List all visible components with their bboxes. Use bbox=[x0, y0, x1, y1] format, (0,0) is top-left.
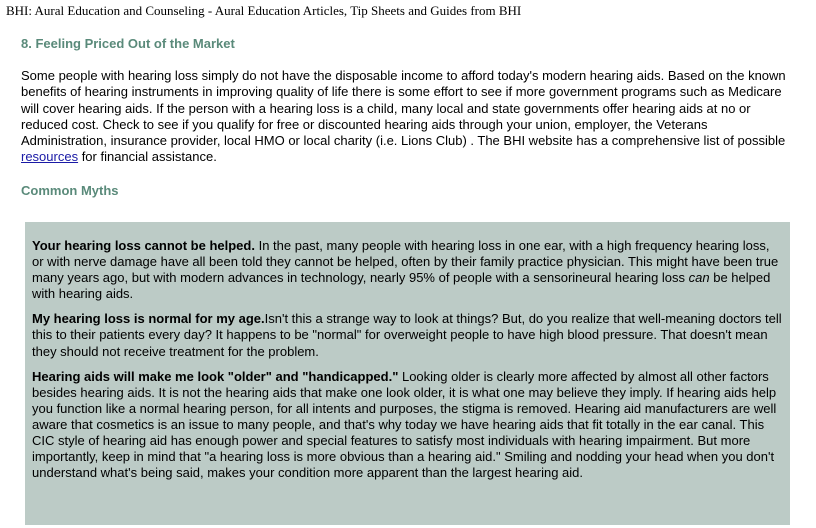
body-text-end: for financial assistance. bbox=[78, 149, 217, 165]
section-heading-common-myths: Common Myths bbox=[21, 183, 119, 198]
myth-lead: Your hearing loss cannot be helped. bbox=[32, 238, 255, 253]
section-heading-priced-out: 8. Feeling Priced Out of the Market bbox=[21, 36, 235, 51]
myth-text: Isn't this a strange way to look at things? But, do you realize that well-meaning doctors tell this to their patients every day? It happens to be "normal" for overweight people to have high blood pressure. That doesn't mean they should not receive treatment for the problem. bbox=[32, 311, 782, 359]
myth-text-end: be helped with hearing aids. bbox=[32, 270, 771, 302]
myth-item bbox=[32, 238, 784, 302]
myth-text: Looking older is clearly more affected by almost all other factors besides hearing aids. It is not the hearing aids that make one look older, it is what one may believe they imply. If hearing aids help you function like a normal hearing person, for all intents and purposes, the stigma is removed. Hearing aid manufacturers are well aware that cosmetics is an issue to many people, and that's why today we have hearing aids that fit totally in the ear canal. This CIC style of hearing aid has enough power and special features to satisfy most individuals with hearing impairment. But more importantly, keep in mind that "a hearing loss is more obvious than a hearing aid." Smiling and nodding your head when you don't understand what's being said, makes your condition more apparent than the largest hearing aid. bbox=[32, 368, 777, 481]
myth-item bbox=[32, 311, 784, 359]
page-header-title: BHI: Aural Education and Counseling - Aural Education Articles, Tip Sheets and Guides from BHI bbox=[6, 3, 522, 18]
myth-lead: My hearing loss is normal for my age. bbox=[32, 311, 265, 327]
resources-link[interactable]: resources bbox=[21, 149, 79, 165]
myth-emphasis: can bbox=[688, 270, 710, 286]
myth-lead: Hearing aids will make me look "older" and "handicapped." bbox=[32, 368, 399, 384]
body-text: Some people with hearing loss simply do not have the disposable income to afford today's modern hearing aids. Based on the known benefits of hearing instruments in improving quality of life there is some effort to see if more government programs such as Medicare will cover hearing aids. If the person with a hearing loss is a child, many local and state governments offer hearing aids at no or reduced cost. Check to see if you qualify for free or discounted hearing aids through your union, employer, the Veterans Administration, insurance provider, local HMO or local charity (i.e. Lions Club) . The BHI website has a comprehensive list of possible bbox=[21, 68, 786, 149]
myth-text: In the past, many people with hearing loss in one ear, with a high frequency hearing loss, or with nerve damage have all been told they cannot be helped, often by their family practice physician. This might have been true many years ago, but with modern advances in technology, nearly 95% of people with a sensorineural hearing loss bbox=[32, 238, 779, 286]
myths-panel bbox=[25, 222, 790, 525]
section-body-priced-out bbox=[21, 68, 787, 166]
myth-item bbox=[32, 369, 784, 482]
